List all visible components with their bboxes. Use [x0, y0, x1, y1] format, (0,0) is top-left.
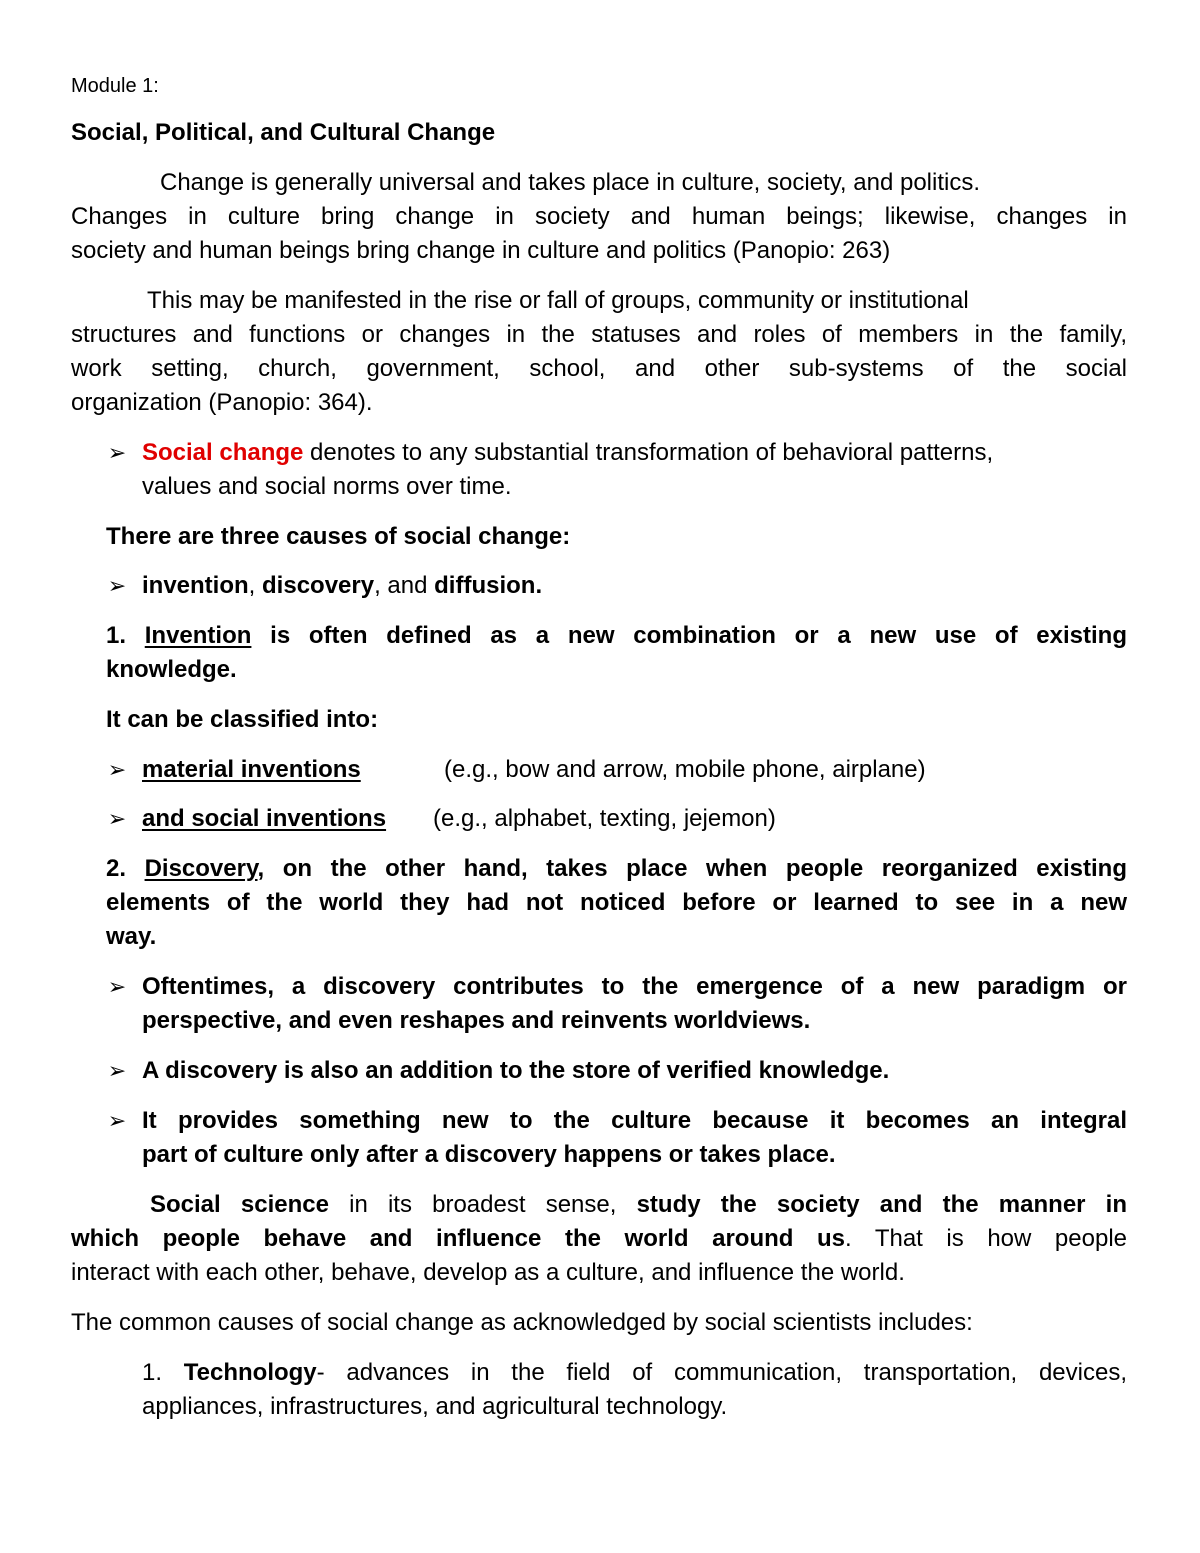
social-inventions-example: (e.g., alphabet, texting, jejemon) [433, 805, 776, 832]
common-causes-intro: The common causes of social change as acknowledged by social scientists includes: [71, 1309, 973, 1336]
causes-list [142, 569, 542, 603]
cause-discovery: discovery [262, 572, 375, 599]
arrow-bullet-icon: ➢ [107, 806, 127, 831]
technology-number: 1. [142, 1359, 184, 1386]
cause-invention: invention [142, 572, 249, 599]
social-science-line-3: interact with each other, behave, develop as a culture, and influence the world. [71, 1259, 905, 1286]
arrow-bullet-icon: ➢ [107, 1058, 127, 1083]
discovery-definition-line-2: elements of the world they had not noticed before or learned to see in a new [106, 889, 1127, 916]
technology-cause-line-2: appliances, infrastructures, and agricultural technology. [142, 1393, 728, 1420]
social-science-line-1 [150, 1188, 1127, 1222]
paragraph-2-line-1: This may be manifested in the rise or fall of groups, community or institutional [147, 287, 969, 314]
discovery-bullet-2: A discovery is also an addition to the store of verified knowledge. [142, 1057, 890, 1084]
arrow-bullet-icon: ➢ [107, 757, 127, 782]
social-science-bold-text: study the society and the manner in [636, 1191, 1127, 1218]
paragraph-1-line-1: Change is generally universal and takes place in culture, society, and politics. [160, 169, 981, 196]
invention-number: 1. [106, 622, 145, 649]
paragraph-1-line-2: Changes in culture bring change in society and human beings; likewise, changes in [71, 203, 1127, 230]
discovery-bullet-1-line-2: perspective, and even reshapes and reinvents worldviews. [142, 1007, 811, 1034]
social-science-line-2 [71, 1222, 1127, 1256]
invention-term: Invention [144, 622, 252, 649]
discovery-definition-line-1 [106, 852, 1127, 886]
social-change-definition-line-2: values and social norms over time. [142, 473, 512, 500]
social-change-term: Social change [142, 439, 304, 466]
discovery-bullet-3-line-2: part of culture only after a discovery happens or takes place. [142, 1141, 836, 1168]
material-inventions-term: material inventions [142, 756, 361, 783]
arrow-bullet-icon: ➢ [107, 573, 127, 598]
paragraph-2-line-4: organization (Panopio: 364). [71, 389, 373, 416]
discovery-bullet-3-line-1: It provides something new to the culture because it becomes an integral [142, 1107, 1127, 1134]
arrow-bullet-icon: ➢ [107, 1108, 127, 1133]
discovery-term: Discovery [144, 855, 258, 882]
social-change-definition-line-1 [142, 436, 993, 470]
cause-separator: , [248, 572, 263, 599]
classified-heading: It can be classified into: [106, 706, 379, 733]
social-science-text: in its broadest sense, [328, 1191, 637, 1218]
invention-definition-line-1 [106, 619, 1127, 653]
paragraph-1-line-3: society and human beings bring change in culture and politics (Panopio: 263) [71, 237, 891, 264]
technology-cause-line-1 [142, 1356, 1127, 1390]
discovery-definition-text: , on the other hand, takes place when people reorganized existing [257, 855, 1128, 882]
social-change-definition-text: denotes to any substantial transformation of behavioral patterns, [303, 439, 994, 466]
cause-diffusion: diffusion. [434, 572, 543, 599]
invention-definition-line-2: knowledge. [106, 656, 237, 683]
social-science-term: Social science [150, 1191, 329, 1218]
arrow-bullet-icon: ➢ [107, 440, 127, 465]
module-label: Module 1: [71, 75, 159, 97]
social-science-bold-text: which people behave and influence the world around us [71, 1225, 846, 1252]
social-science-text: . That is how people [845, 1225, 1127, 1252]
invention-definition-text: is often defined as a new combination or a new use of existing [251, 622, 1127, 649]
causes-heading: There are three causes of social change: [106, 523, 571, 550]
technology-term: Technology [183, 1359, 317, 1386]
social-inventions-term: and social inventions [142, 805, 387, 832]
paragraph-2-line-3: work setting, church, government, school, and other sub-systems of the social [71, 355, 1127, 382]
material-inventions-example: (e.g., bow and arrow, mobile phone, airplane) [444, 756, 926, 783]
discovery-definition-line-3: way. [106, 923, 157, 950]
discovery-bullet-1-line-1: Oftentimes, a discovery contributes to the emergence of a new paradigm or [142, 973, 1127, 1000]
paragraph-2-line-2: structures and functions or changes in the statuses and roles of members in the family, [71, 321, 1127, 348]
cause-separator: , and [374, 572, 435, 599]
document-title: Social, Political, and Cultural Change [71, 119, 496, 146]
arrow-bullet-icon: ➢ [107, 974, 127, 999]
technology-text: - advances in the field of communication, transportation, devices, [316, 1359, 1127, 1386]
discovery-number: 2. [106, 855, 145, 882]
